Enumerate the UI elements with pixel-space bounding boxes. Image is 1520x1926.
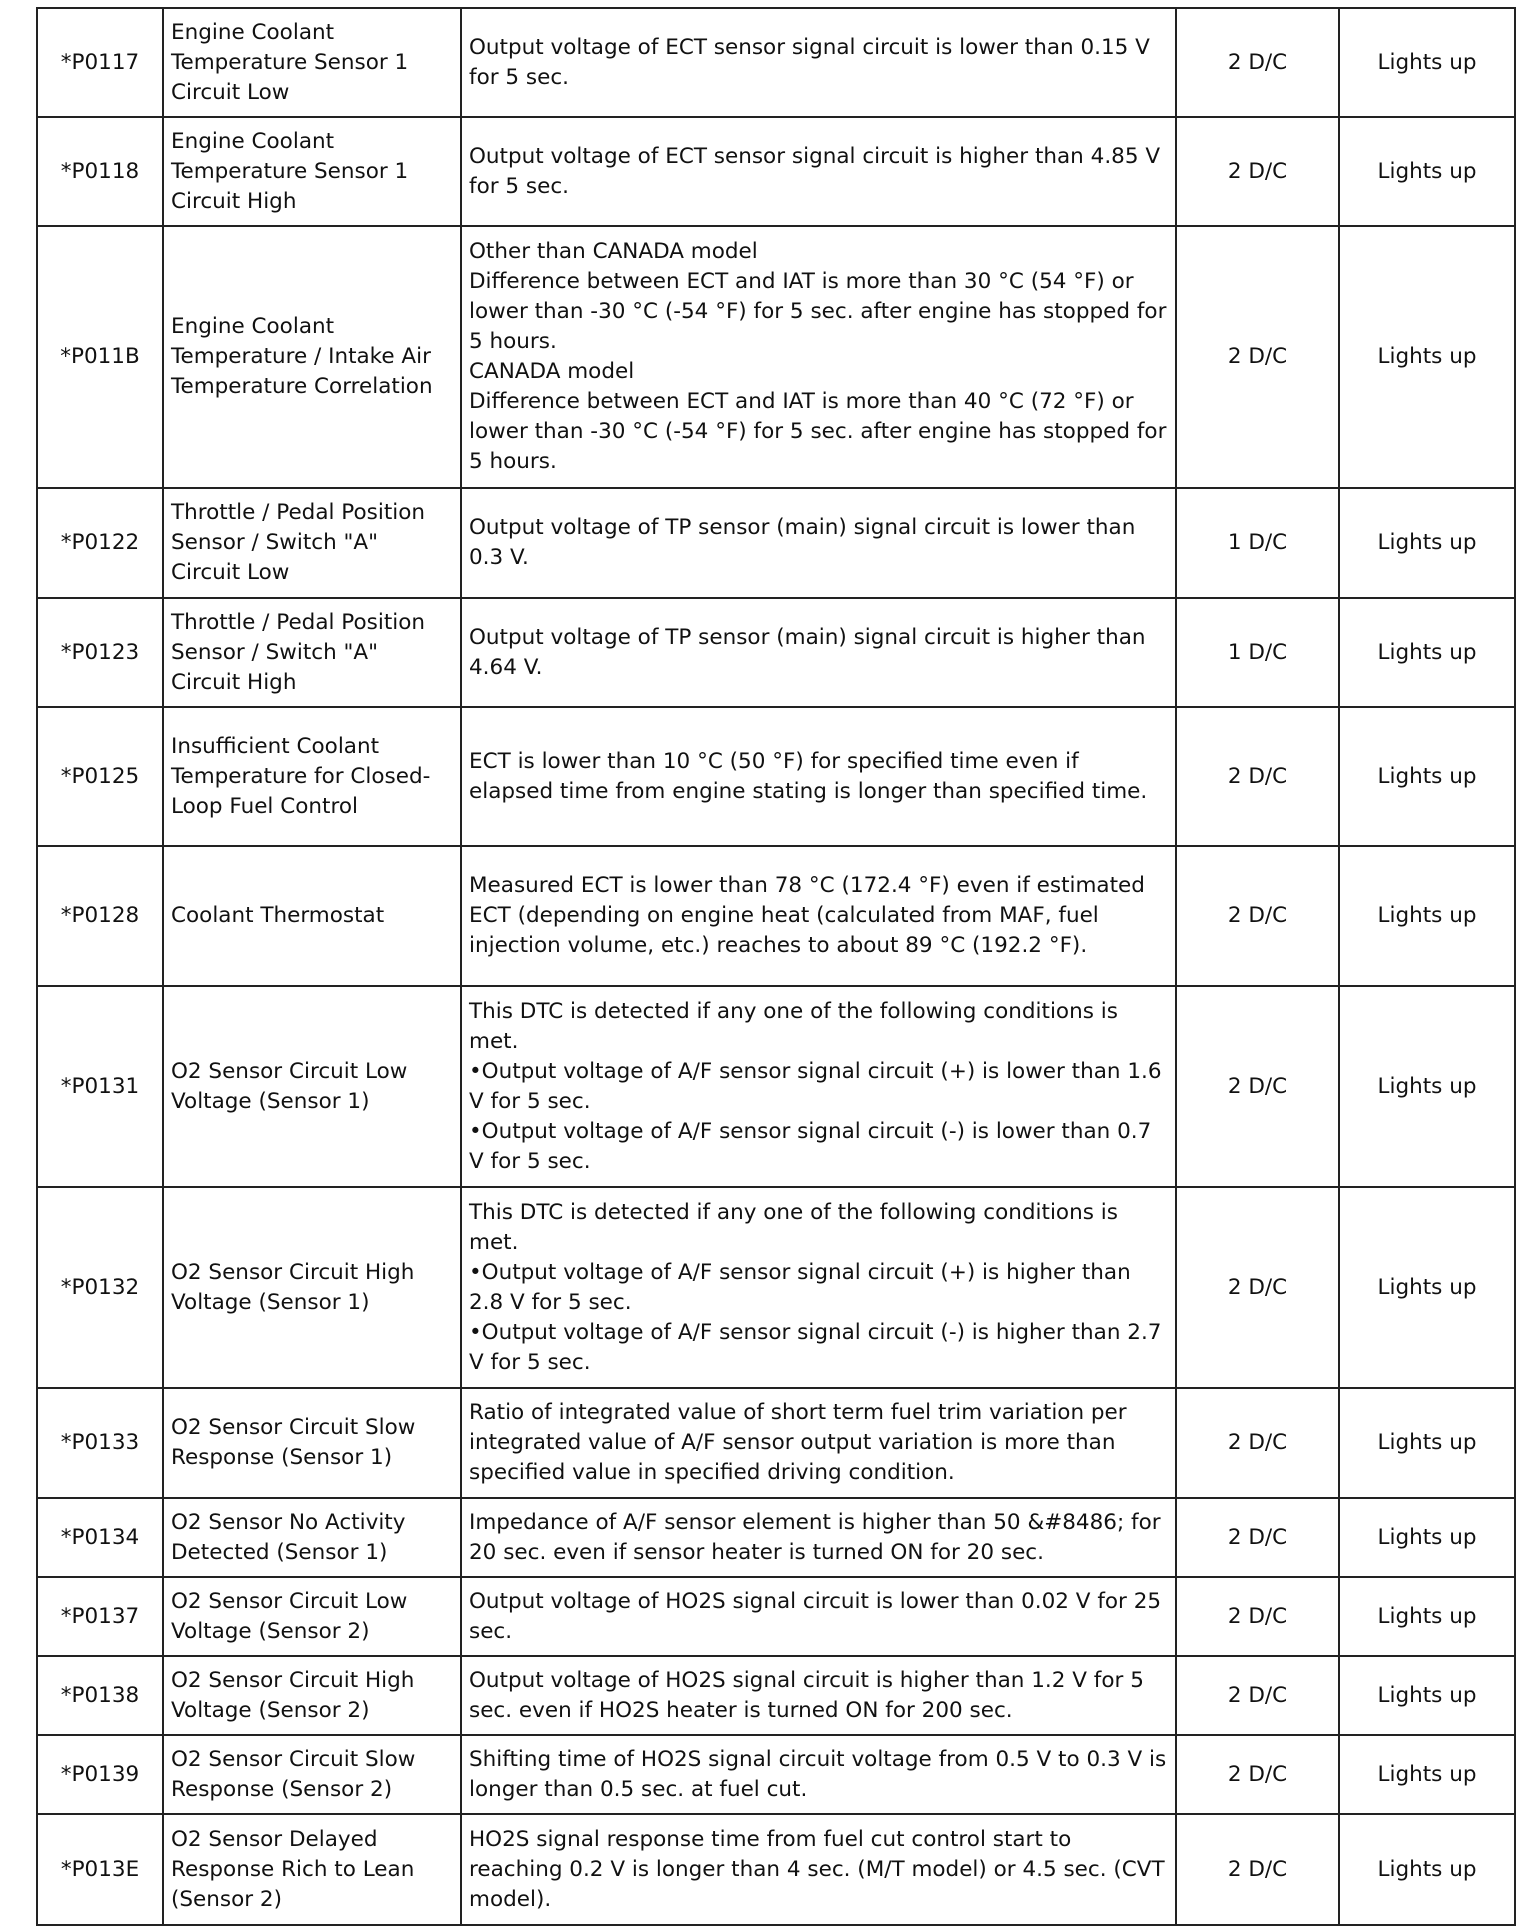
condition-line: Ratio of integrated value of short term fuel trim variation per integrated value of A/F sensor output variation is more than specified value in specified driving condition.: [469, 1400, 1127, 1485]
condition-line: Difference between ECT and IAT is more than 30 °C (54 °F) or lower than -30 °C (-54 °F) for 5 sec. after engine has stopped for 5 hours.: [469, 269, 1167, 354]
detection-item: O2 Sensor Circuit Low Voltage (Sensor 1): [163, 986, 461, 1187]
dtc-code: *P0128: [37, 846, 163, 986]
trip-logic: 1 D/C: [1176, 488, 1339, 598]
detection-condition: [461, 846, 1176, 986]
detection-item: O2 Sensor Circuit High Voltage (Sensor 2): [163, 1656, 461, 1735]
trip-logic: 1 D/C: [1176, 598, 1339, 707]
detection-condition: [461, 1735, 1176, 1814]
trip-logic: 2 D/C: [1176, 707, 1339, 846]
dtc-code: *P0122: [37, 488, 163, 598]
trip-logic: 2 D/C: [1176, 8, 1339, 117]
trip-logic: 2 D/C: [1176, 117, 1339, 226]
detection-item: O2 Sensor No Activity Detected (Sensor 1): [163, 1498, 461, 1577]
detection-item: Engine Coolant Temperature Sensor 1 Circuit High: [163, 117, 461, 226]
detection-item: O2 Sensor Circuit Slow Response (Sensor 2): [163, 1735, 461, 1814]
dtc-code: *P0138: [37, 1656, 163, 1735]
detection-condition: [461, 488, 1176, 598]
condition-line: •Output voltage of A/F sensor signal circuit (-) is lower than 0.7 V for 5 sec.: [469, 1118, 1152, 1174]
mil-status: Lights up: [1339, 1187, 1515, 1388]
table-row: [37, 598, 1515, 707]
detection-condition: [461, 1814, 1176, 1925]
mil-status: Lights up: [1339, 1735, 1515, 1814]
condition-line: ECT is lower than 10 °C (50 °F) for specified time even if elapsed time from engine stating is longer than specified time.: [469, 748, 1148, 804]
trip-logic: 2 D/C: [1176, 226, 1339, 488]
table-row: [37, 488, 1515, 598]
table-row: [37, 1498, 1515, 1577]
mil-status: Lights up: [1339, 488, 1515, 598]
dtc-code: *P0131: [37, 986, 163, 1187]
mil-status: Lights up: [1339, 1814, 1515, 1925]
mil-status: Lights up: [1339, 846, 1515, 986]
detection-item: Coolant Thermostat: [163, 846, 461, 986]
detection-item: Throttle / Pedal Position Sensor / Switch "A" Circuit Low: [163, 488, 461, 598]
dtc-code: *P0117: [37, 8, 163, 117]
table-row: [37, 1735, 1515, 1814]
dtc-code: *P0134: [37, 1498, 163, 1577]
table-row: [37, 8, 1515, 117]
dtc-table: [36, 7, 1516, 1926]
dtc-code: *P013E: [37, 1814, 163, 1925]
condition-line: Output voltage of TP sensor (main) signal circuit is lower than 0.3 V.: [469, 515, 1136, 570]
condition-line: This DTC is detected if any one of the following conditions is met.: [469, 998, 1118, 1054]
detection-condition: [461, 8, 1176, 117]
mil-status: Lights up: [1339, 1577, 1515, 1656]
table-row: [37, 986, 1515, 1187]
detection-condition: [461, 707, 1176, 846]
condition-line: This DTC is detected if any one of the following conditions is met.: [469, 1199, 1118, 1255]
detection-condition: [461, 1187, 1176, 1388]
condition-line: •Output voltage of A/F sensor signal circuit (-) is higher than 2.7 V for 5 sec.: [469, 1319, 1162, 1375]
condition-line: Shifting time of HO2S signal circuit voltage from 0.5 V to 0.3 V is longer than 0.5 sec. at fuel cut.: [469, 1746, 1167, 1802]
trip-logic: 2 D/C: [1176, 986, 1339, 1187]
trip-logic: 2 D/C: [1176, 1656, 1339, 1735]
dtc-code: *P0132: [37, 1187, 163, 1388]
table-row: [37, 117, 1515, 226]
trip-logic: 2 D/C: [1176, 1187, 1339, 1388]
mil-status: Lights up: [1339, 117, 1515, 226]
mil-status: Lights up: [1339, 986, 1515, 1187]
mil-status: Lights up: [1339, 1388, 1515, 1498]
dtc-code: *P011B: [37, 226, 163, 488]
condition-line: •Output voltage of A/F sensor signal circuit (+) is lower than 1.6 V for 5 sec.: [469, 1058, 1162, 1114]
detection-condition: [461, 986, 1176, 1187]
condition-line: Output voltage of HO2S signal circuit is higher than 1.2 V for 5 sec. even if HO2S heater is turned ON for 200 sec.: [469, 1667, 1144, 1723]
detection-condition: [461, 1656, 1176, 1735]
detection-item: Engine Coolant Temperature / Intake Air Temperature Correlation: [163, 226, 461, 488]
detection-condition: [461, 1388, 1176, 1498]
dtc-code: *P0118: [37, 117, 163, 226]
trip-logic: 2 D/C: [1176, 1577, 1339, 1656]
condition-line: Other than CANADA model: [469, 239, 758, 264]
table-row: [37, 1187, 1515, 1388]
detection-item: Throttle / Pedal Position Sensor / Switch "A" Circuit High: [163, 598, 461, 707]
mil-status: Lights up: [1339, 598, 1515, 707]
detection-condition: [461, 598, 1176, 707]
table-row: [37, 1814, 1515, 1925]
table-row: [37, 226, 1515, 488]
trip-logic: 2 D/C: [1176, 1498, 1339, 1577]
condition-line: Measured ECT is lower than 78 °C (172.4 °F) even if estimated ECT (depending on engine heat (calculated from MAF, fuel injection volume, etc.) reaches to about 89 °C (192.2 °F).: [469, 873, 1145, 958]
table-row: [37, 707, 1515, 846]
trip-logic: 2 D/C: [1176, 1388, 1339, 1498]
mil-status: Lights up: [1339, 707, 1515, 846]
condition-line: CANADA model: [469, 359, 635, 384]
condition-line: Output voltage of TP sensor (main) signal circuit is higher than 4.64 V.: [469, 624, 1146, 680]
detection-condition: [461, 1577, 1176, 1656]
table-row: [37, 846, 1515, 986]
trip-logic: 2 D/C: [1176, 1814, 1339, 1925]
mil-status: Lights up: [1339, 8, 1515, 117]
detection-item: Engine Coolant Temperature Sensor 1 Circuit Low: [163, 8, 461, 117]
dtc-code: *P0139: [37, 1735, 163, 1814]
dtc-code: *P0133: [37, 1388, 163, 1498]
dtc-code: *P0125: [37, 707, 163, 846]
detection-condition: [461, 117, 1176, 226]
detection-item: O2 Sensor Delayed Response Rich to Lean (Sensor 2): [163, 1814, 461, 1925]
detection-condition: [461, 226, 1176, 488]
table-row: [37, 1656, 1515, 1735]
condition-line: •Output voltage of A/F sensor signal circuit (+) is higher than 2.8 V for 5 sec.: [469, 1259, 1131, 1315]
detection-item: O2 Sensor Circuit Low Voltage (Sensor 2): [163, 1577, 461, 1656]
condition-line: Output voltage of HO2S signal circuit is lower than 0.02 V for 25 sec.: [469, 1588, 1162, 1644]
mil-status: Lights up: [1339, 1656, 1515, 1735]
table-row: [37, 1388, 1515, 1498]
detection-item: O2 Sensor Circuit High Voltage (Sensor 1): [163, 1187, 461, 1388]
dtc-table-body: [37, 8, 1515, 1925]
mil-status: Lights up: [1339, 226, 1515, 488]
detection-condition: [461, 1498, 1176, 1577]
detection-item: O2 Sensor Circuit Slow Response (Sensor 1): [163, 1388, 461, 1498]
dtc-code: *P0123: [37, 598, 163, 707]
trip-logic: 2 D/C: [1176, 846, 1339, 986]
condition-line: Output voltage of ECT sensor signal circuit is lower than 0.15 V for 5 sec.: [469, 34, 1150, 90]
dtc-code: *P0137: [37, 1577, 163, 1656]
trip-logic: 2 D/C: [1176, 1735, 1339, 1814]
condition-line: HO2S signal response time from fuel cut control start to reaching 0.2 V is longer than 4 sec. (M/T model) or 4.5 sec. (CVT model).: [469, 1826, 1165, 1912]
condition-line: Impedance of A/F sensor element is higher than 50 &#8486; for 20 sec. even if sensor heater is turned ON for 20 sec.: [469, 1509, 1161, 1565]
mil-status: Lights up: [1339, 1498, 1515, 1577]
table-row: [37, 1577, 1515, 1656]
condition-line: Difference between ECT and IAT is more than 40 °C (72 °F) or lower than -30 °C (-54 °F) for 5 sec. after engine has stopped for 5 hours.: [469, 389, 1167, 474]
condition-line: Output voltage of ECT sensor signal circuit is higher than 4.85 V for 5 sec.: [469, 143, 1161, 199]
detection-item: Insufficient Coolant Temperature for Closed-Loop Fuel Control: [163, 707, 461, 846]
